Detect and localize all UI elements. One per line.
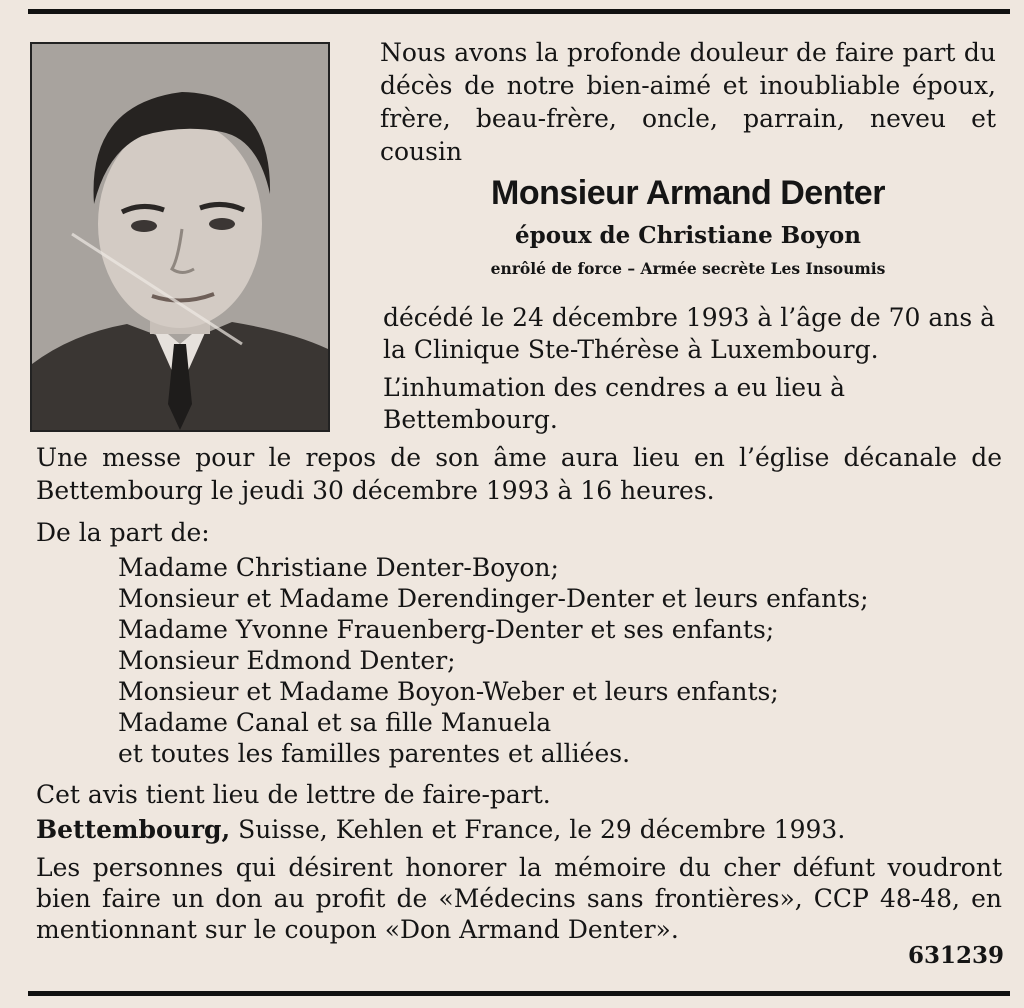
donation-text: Les personnes qui désirent honorer la mémoire du cher défunt voudront bien faire un don au profit de «Médecins sans frontières», CCP 48-48, en mentionnant sur le coupon «Don Armand Denter». <box>36 853 1002 944</box>
from-label: De la part de: <box>36 518 210 547</box>
family-member: Madame Christiane Denter-Boyon; <box>118 553 559 582</box>
bottom-rule <box>28 991 1010 996</box>
family-member: Monsieur Edmond Denter; <box>118 646 456 675</box>
family-member: Monsieur et Madame Derendinger-Denter et leurs enfants; <box>118 584 869 613</box>
reference-number: 631239 <box>907 942 1004 969</box>
notice-text: Cet avis tient lieu de lettre de faire-part. <box>36 780 551 809</box>
portrait-photo <box>30 42 330 432</box>
deceased-name: Monsieur Armand Denter <box>491 174 885 212</box>
spouse-line: époux de Christiane Boyon <box>515 222 861 249</box>
mass-announcement: Une messe pour le repos de son âme aura lieu en l’église décanale de Bettembourg le jeudi 30 décembre 1993 à 16 heures. <box>36 443 1002 505</box>
place-date-line <box>36 815 845 845</box>
enrolled-line: enrôlé de force – Armée secrète Les Insoumis <box>490 259 886 278</box>
intro-text: Nous avons la profonde douleur de faire part du décès de notre bien-aimé et inoubliable époux, frère, beau-frère, oncle, parrain, neveu et cousin <box>380 38 996 166</box>
family-member: Madame Canal et sa fille Manuela <box>118 708 552 737</box>
family-member: Madame Yvonne Frauenberg-Denter et ses enfants; <box>118 615 775 644</box>
top-rule <box>28 9 1010 14</box>
burial-text: L’inhumation des cendres a eu lieu à Bettembourg. <box>383 373 846 434</box>
place-rest: Suisse, Kehlen et France, le 29 décembre 1993. <box>230 815 846 844</box>
family-member: Monsieur et Madame Boyon-Weber et leurs enfants; <box>118 677 779 706</box>
place-bold: Bettembourg, <box>36 815 231 844</box>
family-member: et toutes les familles parentes et alliées. <box>118 739 631 768</box>
death-details: décédé le 24 décembre 1993 à l’âge de 70 ans à la Clinique Ste-Thérèse à Luxembourg. <box>383 303 996 364</box>
family-list <box>118 552 869 769</box>
